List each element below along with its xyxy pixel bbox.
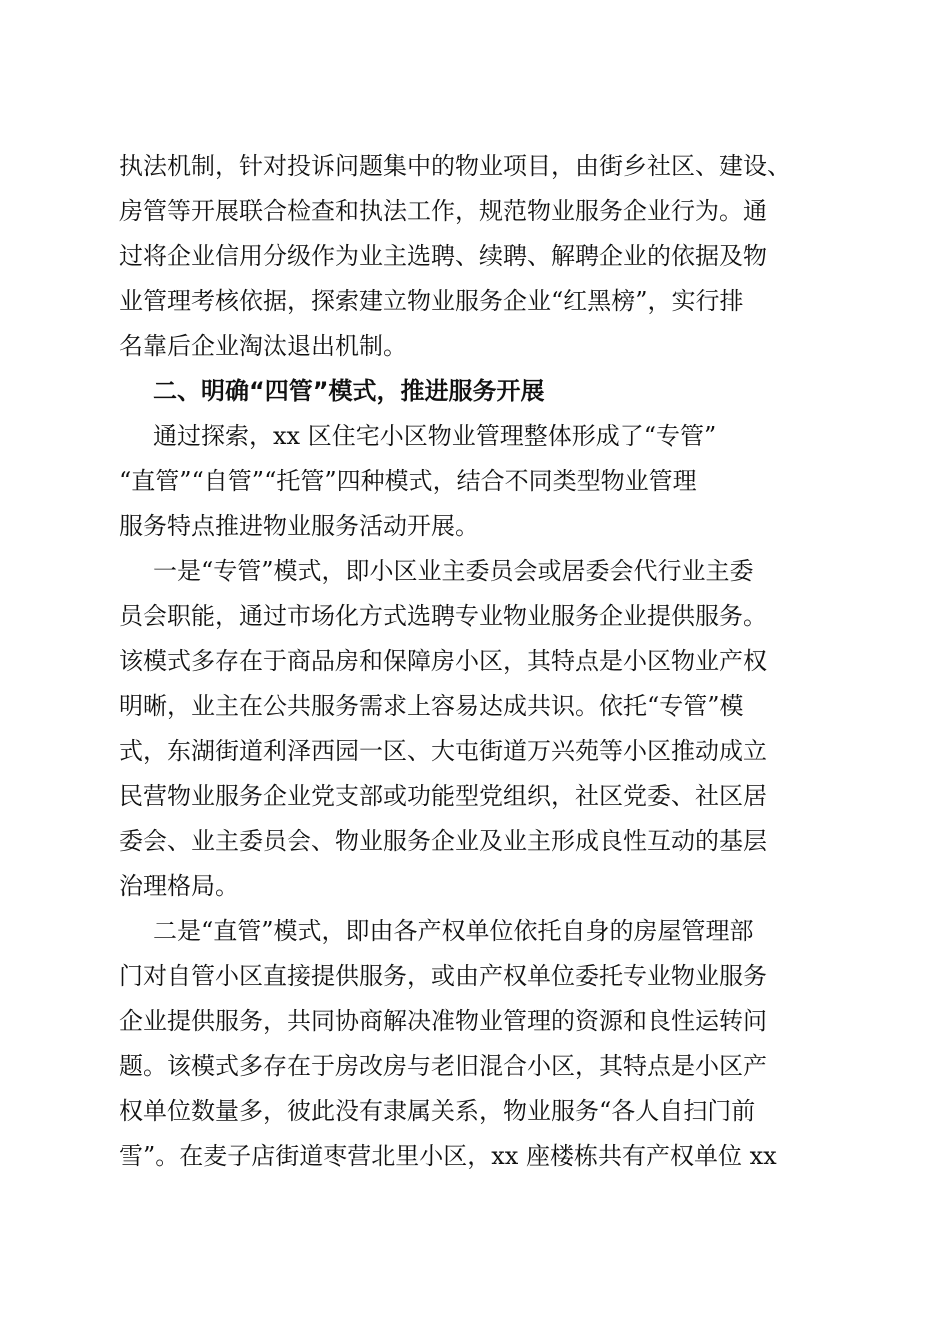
body-line: 服务特点推进物业服务活动开展。 (119, 512, 479, 540)
body-line: 二是“直管”模式，即由各产权单位依托自身的房屋管理部 (153, 917, 754, 945)
body-line: 治理格局。 (119, 872, 239, 900)
body-line: 员会职能，通过市场化方式选聘专业物业服务企业提供服务。 (119, 602, 767, 630)
body-line: 通过探索，xx 区住宅小区物业管理整体形成了“专管” (153, 422, 717, 450)
body-line: 权单位数量多，彼此没有隶属关系，物业服务“各人自扫门前 (119, 1097, 756, 1125)
body-line: 题。该模式多存在于房改房与老旧混合小区，其特点是小区产 (119, 1052, 767, 1080)
body-line: 委会、业主委员会、物业服务企业及业主形成良性互动的基层 (119, 827, 767, 855)
body-line: 房管等开展联合检查和执法工作，规范物业服务企业行为。通 (119, 197, 767, 225)
body-line: 名靠后企业淘汰退出机制。 (119, 332, 407, 360)
section-heading: 二、明确“四管”模式，推进服务开展 (153, 377, 545, 405)
body-line: 式，东湖街道利泽西园一区、大屯街道万兴苑等小区推动成立 (119, 737, 767, 765)
body-line: 明晰，业主在公共服务需求上容易达成共识。依托“专管”模 (119, 692, 744, 720)
body-line: 雪”。在麦子店街道枣营北里小区，xx 座楼栋共有产权单位 xx (119, 1142, 777, 1170)
body-line: “直管”“自管”“托管”四种模式，结合不同类型物业管理 (119, 467, 697, 495)
document-body (119, 0, 831, 1344)
body-line: 门对自管小区直接提供服务，或由产权单位委托专业物业服务 (119, 962, 767, 990)
body-line: 业管理考核依据，探索建立物业服务企业“红黑榜”，实行排 (119, 287, 744, 315)
body-line: 企业提供服务，共同协商解决准物业管理的资源和良性运转问 (119, 1007, 767, 1035)
body-line: 该模式多存在于商品房和保障房小区，其特点是小区物业产权 (119, 647, 767, 675)
body-line: 民营物业服务企业党支部或功能型党组织，社区党委、社区居 (119, 782, 767, 810)
body-line: 执法机制，针对投诉问题集中的物业项目，由街乡社区、建设、 (119, 152, 791, 180)
body-line: 一是“专管”模式，即小区业主委员会或居委会代行业主委 (153, 557, 754, 585)
body-line: 过将企业信用分级作为业主选聘、续聘、解聘企业的依据及物 (119, 242, 767, 270)
